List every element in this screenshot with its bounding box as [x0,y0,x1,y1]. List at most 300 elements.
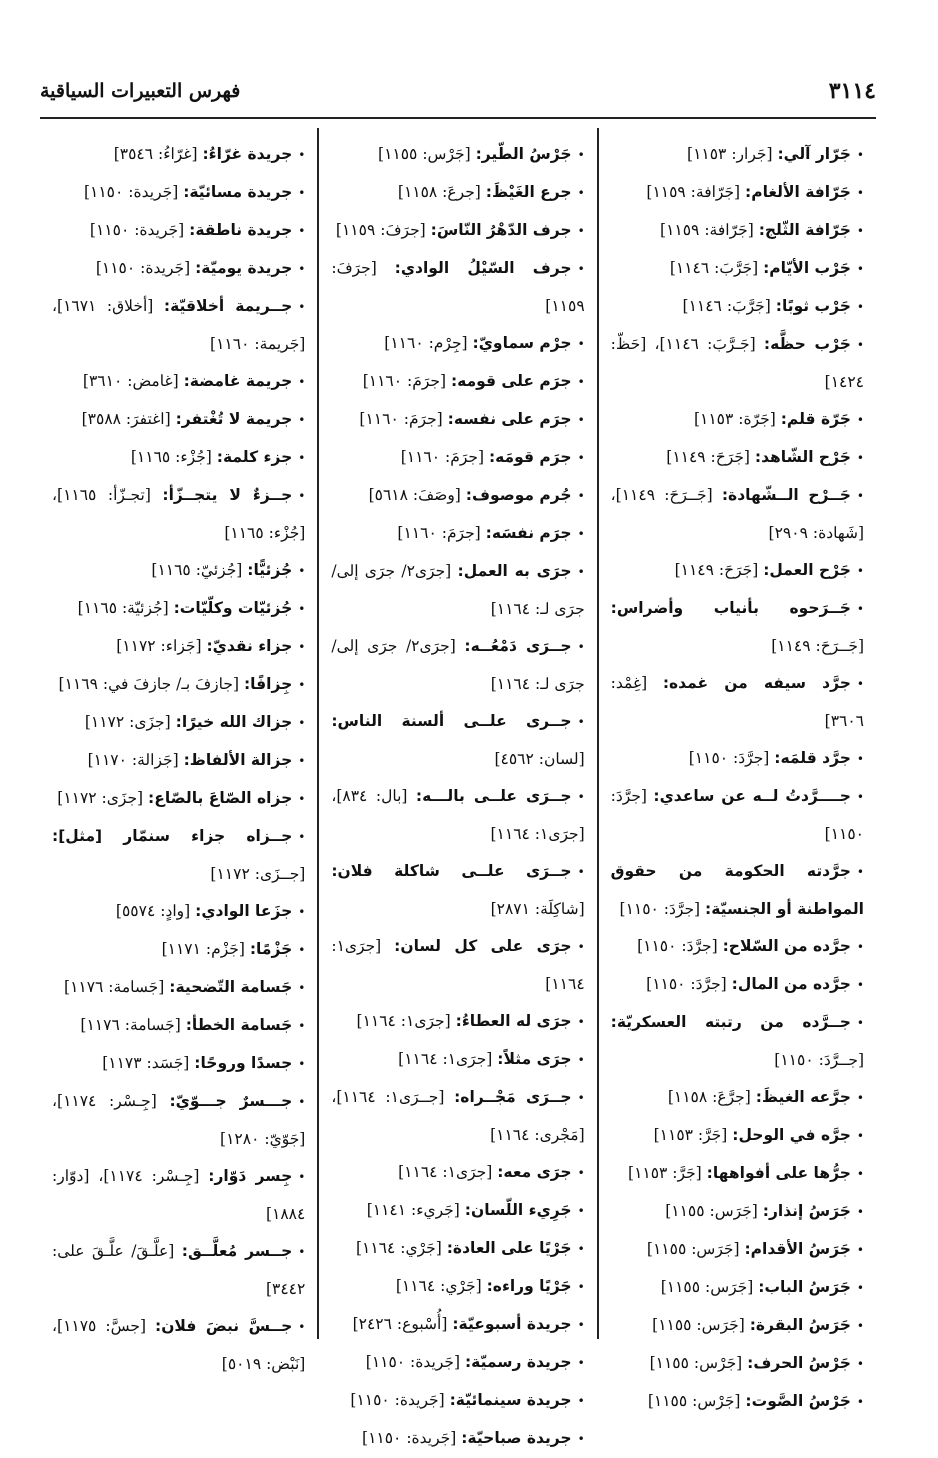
entry-term: جَرَسُ الباب: [758,1278,851,1296]
entry-term: جَزْمًا: [249,940,293,958]
column-middle [319,128,598,1447]
index-entry [52,742,305,780]
index-entry [331,515,584,553]
entry-reference: [جَرَس: ١١٥٥] [665,1202,758,1220]
bullet-icon: • [577,1053,585,1067]
entry-reference: [جرَمَ: ١١٦٠] [359,410,443,428]
bullet-icon: • [298,981,306,995]
bullet-icon: • [577,790,585,804]
index-entry [611,288,864,326]
index-entry [611,1307,864,1345]
entry-reference: [جَرَس: ١١٥٥] [660,1278,754,1296]
entry-reference: [جَزْم: ١١٧١] [161,940,245,958]
entry-term: جرَم نفسَه: [485,524,572,542]
entry-reference: [جــرَى١: ١١٦٤]، [مَجْرى: ١١٦٤] [331,1088,585,1144]
index-entry [331,363,584,401]
index-entry [331,1003,584,1041]
index-entry [52,552,305,590]
entry-term: جزَعا الوادي: [195,902,293,920]
entry-term: جِزافًا: [243,675,293,693]
entry-reference: [جَرّافة: ١١٥٩] [646,183,741,201]
bullet-icon: • [856,1281,864,1295]
entry-term: جــسر مُعلَّــق: [181,1242,293,1260]
index-entry [52,628,305,666]
bullet-icon: • [298,792,306,806]
bullet-icon: • [298,830,306,844]
bullet-icon: • [298,1095,306,1109]
bullet-icon: • [577,1204,585,1218]
index-entry [611,966,864,1004]
index-entry [611,250,864,288]
index-entry [611,174,864,212]
entry-reference: [جَرْس: ١١٥٥] [649,1354,743,1372]
bullet-icon: • [298,300,306,314]
header-rule [40,117,876,119]
bullet-icon: • [577,375,585,389]
index-entry [611,590,864,665]
index-entry [52,704,305,742]
bullet-icon: • [577,224,585,238]
entry-reference: [اغتفرَ: ٣٥٨٨] [81,410,171,428]
entry-reference: [جرَّدَ: ١١٥٠] [688,749,770,767]
entry-reference: [جُزئيّة: ١١٦٥] [77,599,169,617]
entry-reference: [جَرْس: ١١٥٥] [647,1392,741,1410]
entry-term: جُزئيّات وكلّيّات: [173,599,293,617]
entry-term: جَسامة الخطأ: [185,1016,293,1034]
entry-reference: [جَريدة: ١١٥٠] [350,1391,445,1409]
entry-reference: [جَزاء: ١١٧٢] [116,637,202,655]
entry-reference: [جَسامة: ١١٧٦] [64,978,165,996]
entry-reference: [جَريدة: ١١٥٠] [89,221,185,239]
index-entry [52,363,305,401]
index-entry [611,740,864,778]
entry-reference: [جُزْء: ١١٦٥] [130,448,212,466]
entry-term: جريدة رسميّة: [464,1353,572,1371]
bullet-icon: • [298,375,306,389]
entry-reference: [جــزَى: ١١٧٢] [210,865,306,883]
entry-term: جــرَى علــى شاكلة فلان: [331,862,572,880]
index-entry [331,778,584,853]
entry-term: جــرى علــى ألسنة الناس: [331,712,572,730]
entry-term: جــــرَّدتُ لــه عن ساعدي: [653,787,851,805]
index-entry [611,928,864,966]
entry-reference: [جرَمَ: ١١٦٠] [400,448,485,466]
entry-term: جَرَسُ الأقدام: [744,1240,851,1258]
bullet-icon: • [577,1166,585,1180]
entry-term: جرَّه في الوحل: [732,1126,851,1144]
index-entry [52,1083,305,1158]
bullet-icon: • [856,1243,864,1257]
index-entry [611,326,864,401]
entry-reference: [جرَّدَ: ١١٥٠] [646,975,727,993]
bullet-icon: • [298,186,306,200]
bullet-icon: • [577,640,585,654]
entry-term: جزاء نقديّ: [206,637,293,655]
entry-reference: [جــرَّدَ: ١١٥٠] [774,1051,864,1069]
bullet-icon: • [298,564,306,578]
entry-reference: [جَسامة: ١١٧٦] [80,1016,181,1034]
index-entry [52,818,305,893]
index-entry [52,477,305,552]
entry-term: جَرْسُ الحرف: [747,1354,851,1372]
entry-term: جرَّعه الغيظَ: [755,1088,851,1106]
entry-reference: [جَرْي: ١١٦٤] [355,1239,442,1257]
entry-term: جَرْح الشّاهد: [754,448,851,466]
bullet-icon: • [856,790,864,804]
entry-term: جَسامة التّضحية: [169,978,293,996]
bullet-icon: • [298,224,306,238]
entry-term: جرُّها على أفواهها: [706,1164,851,1182]
entry-reference: [جَرَس: ١١٥٥] [646,1240,740,1258]
index-entry [611,1193,864,1231]
bullet-icon: • [856,413,864,427]
entry-reference: [جَرَّبَ: ١١٤٦] [669,259,759,277]
entry-reference: [جَزالة: ١١٧٠] [87,751,179,769]
index-entry [611,439,864,477]
index-columns [40,128,876,1447]
entry-term: جرَى به العمل: [457,562,572,580]
index-entry [611,778,864,853]
entry-term: جَرَسُ البقرة: [749,1316,851,1334]
entry-term: جرَم على قومه: [450,372,572,390]
entry-reference: [جرَفَ: ١١٥٩] [331,259,585,315]
index-entry [331,628,584,703]
entry-term: جَرْب الأيّام: [763,259,851,277]
entry-reference: [جزَى: ١١٧٢] [57,789,144,807]
entry-term: جريدة صباحيّة: [461,1429,572,1447]
index-entry [52,969,305,1007]
entry-term: جــرَى دَمْعُــه: [464,637,572,655]
entry-term: جرَّده من المال: [731,975,851,993]
index-entry [331,1344,584,1382]
bullet-icon: • [577,1356,585,1370]
index-entry [52,250,305,288]
index-entry [331,1382,584,1420]
entry-term: جَرْب حظَّه: [763,335,851,353]
index-entry [52,439,305,477]
bullet-icon: • [856,1129,864,1143]
entry-term: جِسر دَوّار: [208,1167,293,1185]
entry-reference: [جَرّة: ١١٥٣] [693,410,776,428]
bullet-icon: • [856,940,864,954]
entry-reference: [بال: ٨٣٤]، [جرَى١: ١١٦٤] [331,787,585,843]
bullet-icon: • [298,451,306,465]
entry-reference: [جَــرَحَ: ١١٤٩]، [شَهادة: ٢٩٠٩] [610,486,864,542]
entry-reference: [جرَمَ: ١١٦٠] [397,524,481,542]
entry-term: جَرْيًا على العادة: [446,1239,572,1257]
index-entry [331,1268,584,1306]
entry-term: جــزءٌ لا يتجــزّأ: [162,486,293,504]
entry-term: جرَى له العطاءُ: [455,1012,572,1030]
bullet-icon: • [298,943,306,957]
index-entry [52,174,305,212]
entry-reference: [جرَفَ: ١١٥٩] [335,221,426,239]
entry-reference: [جَرَس: ١١٥٥] [652,1316,745,1334]
entry-term: جـــسرٌ جـــوّيّ: [169,1092,293,1110]
bullet-icon: • [856,564,864,578]
entry-term: جزاك الله خيرًا: [175,713,293,731]
bullet-icon: • [577,148,585,162]
entry-reference: [شاكِلَة: ٢٨٧١] [490,900,585,918]
entry-reference: [غامض: ٣٦١٠] [82,372,179,390]
index-entry [611,1079,864,1117]
entry-term: جريدة يوميّة: [195,259,293,277]
entry-term: جــريمة أخلاقيّة: [163,297,293,315]
index-entry [52,590,305,628]
index-entry [611,212,864,250]
index-entry [611,136,864,174]
bullet-icon: • [856,451,864,465]
entry-reference: [جَرَّ: ١١٥٣] [653,1126,728,1144]
entry-reference: [أخلاق: ١٦٧١]، [جَريمة: ١١٦٠] [52,297,306,353]
bullet-icon: • [577,451,585,465]
entry-term: جريدة سينمائيّة: [449,1391,572,1409]
bullet-icon: • [298,754,306,768]
bullet-icon: • [856,752,864,766]
bullet-icon: • [856,1395,864,1409]
column-left [40,128,319,1373]
index-entry [331,1041,584,1079]
index-entry [611,552,864,590]
entry-reference: [جَريدة: ١١٥٠] [365,1353,461,1371]
bullet-icon: • [856,338,864,352]
bullet-icon: • [856,978,864,992]
index-entry [611,1155,864,1193]
column-right [599,128,876,1410]
bullet-icon: • [856,489,864,503]
bullet-icon: • [577,715,585,729]
entry-reference: [جرَّدَ: ١١٥٠] [637,937,718,955]
bullet-icon: • [856,148,864,162]
bullet-icon: • [577,1242,585,1256]
entry-reference: [جَريدة: ١١٥٠] [95,259,191,277]
bullet-icon: • [856,1167,864,1181]
entry-term: جــرَى مَجْــراه: [454,1088,572,1106]
bullet-icon: • [856,186,864,200]
index-entry [331,703,584,778]
bullet-icon: • [856,602,864,616]
index-entry [331,1306,584,1344]
index-entry [611,1269,864,1307]
bullet-icon: • [577,413,585,427]
index-entry [52,212,305,250]
entry-term: جرْم سماويّ: [472,334,572,352]
entry-term: جرَّد قلمَه: [774,749,851,767]
index-entry [611,1231,864,1269]
bullet-icon: • [298,1245,306,1259]
entry-term: جرع الغَيْظَ: [485,183,572,201]
entry-term: جزالة الألفاظ: [183,751,293,769]
bullet-icon: • [577,186,585,200]
index-entry [611,1117,864,1155]
index-entry [331,136,584,174]
entry-reference: [جَرْس: ١١٥٥] [378,145,471,163]
entry-reference: [غرّاءُ: ٣٥٤٦] [113,145,198,163]
entry-term: جزاه الصّاعَ بالصّاع: [148,789,293,807]
bullet-icon: • [298,489,306,503]
entry-term: جرَم على نفسه: [447,410,572,428]
index-entry [331,1420,584,1458]
page-header [40,74,876,108]
entry-term: جَرِيء اللّسان: [464,1201,572,1219]
entry-term: جسدًا وروحًا: [194,1054,293,1072]
index-entry [331,553,584,628]
entry-reference: [جرَّدَ: ١١٥٠] [610,787,864,843]
entry-reference: [جَرّافة: ١١٥٩] [660,221,754,239]
bullet-icon: • [856,1016,864,1030]
index-entry [611,401,864,439]
bullet-icon: • [577,1318,585,1332]
entry-term: جَرّار آلي: [777,145,851,163]
entry-term: جَرْب ثوبًا: [775,297,851,315]
entry-reference: [جِـسْر: ١١٧٤]، [جَوّيّ: ١٢٨٠] [52,1092,306,1148]
entry-reference: [جرَى١: ١١٦٤] [398,1050,493,1068]
entry-term: جرف السّيْلُ الوادي: [394,259,572,277]
bullet-icon: • [856,224,864,238]
bullet-icon: • [577,865,585,879]
index-entry [331,212,584,250]
index-entry [611,1345,864,1383]
entry-term: جَرّافة الثّلج: [758,221,851,239]
entry-reference: [جَرار: ١١٥٣] [687,145,773,163]
bullet-icon: • [298,413,306,427]
entry-term: جرَم قومَه: [488,448,572,466]
bullet-icon: • [298,678,306,692]
entry-term: جريدة أسبوعيّة: [452,1315,572,1333]
bullet-icon: • [298,640,306,654]
bullet-icon: • [856,1205,864,1219]
bullet-icon: • [577,940,585,954]
bullet-icon: • [298,1019,306,1033]
entry-reference: [جرَى٢/ جرَى إلى/ جرَى لـ: ١١٦٤] [331,562,585,618]
entry-term: جريدة مسائيّة: [183,183,293,201]
entry-term: جَرّة قلم: [780,410,851,428]
entry-reference: [جرَمَ: ١١٦٠] [362,372,447,390]
entry-term: جرَى معه: [497,1163,572,1181]
index-entry [52,1045,305,1083]
entry-term: جريدة غرّاءُ: [202,145,293,163]
page-number: ٣١١٤ [828,78,876,104]
bullet-icon: • [577,1432,585,1446]
entry-reference: [جَــرَحَ: ١١٤٩] [771,637,864,655]
entry-reference: [علَّـقَ/ علَّـقَ على: ٣٤٤٢] [52,1242,306,1298]
index-entry [52,136,305,174]
entry-term: جَرّافة الألغام: [745,183,851,201]
bullet-icon: • [577,337,585,351]
index-entry [331,401,584,439]
bullet-icon: • [577,262,585,276]
index-entry [331,439,584,477]
entry-reference: [أُسْبوع: ٢٤٢٦] [352,1315,448,1333]
entry-term: جريمة لا تُغْتفر: [175,410,293,428]
bullet-icon: • [298,1320,306,1334]
entry-term: جَرَسُ إنذار: [762,1202,851,1220]
bullet-icon: • [577,489,585,503]
entry-term: جُرم موصوف: [465,486,572,504]
entry-term: جــزاه جزاء سنمّار [مثل]: [52,827,293,845]
entry-reference: [جَريدة: ١١٥٠] [362,1429,457,1447]
entry-reference: [جَرَحَ: ١١٤٩] [666,448,750,466]
index-entry [331,1192,584,1230]
running-title: فهرس التعبيرات السياقية [40,80,241,102]
entry-term: جرَّد سيفه من غمده: [662,674,851,692]
entry-reference: [جرَى٢/ جرَى إلى/ جرَى لـ: ١١٦٤] [331,637,585,693]
bullet-icon: • [856,1319,864,1333]
entry-term: جَرْسُ الطّير: [475,145,572,163]
entry-reference: [جرَى١: ١١٦٤] [398,1163,493,1181]
entry-term: جزء كلمة: [216,448,293,466]
entry-reference: [جرَّعَ: ١١٥٨] [667,1088,751,1106]
entry-term: جرَى مثلاً: [497,1050,572,1068]
bullet-icon: • [577,1280,585,1294]
bullet-icon: • [298,716,306,730]
entry-term: جَرْيًا وراءه: [486,1277,572,1295]
index-entry [52,1233,305,1308]
entry-term: جرَى على كل لسان: [394,937,572,955]
index-entry [52,1158,305,1233]
entry-term: جرَّده من السّلاح: [722,937,851,955]
entry-reference: [جَريدة: ١١٥٠] [83,183,179,201]
entry-reference: [جَرَحَ: ١١٤٩] [674,561,759,579]
entry-reference: [جَرْي: ١١٦٤] [395,1277,482,1295]
entry-term: جُزئيًّا: [247,561,293,579]
index-entry [331,325,584,363]
entry-reference: [جِرْم: ١١٦٠] [384,334,468,352]
entry-term: جرف الدّهْرُ النّاسَ: [430,221,572,239]
bullet-icon: • [856,865,864,879]
bullet-icon: • [577,1091,585,1105]
entry-reference: [جَرَّ: ١١٥٣] [628,1164,702,1182]
entry-term: جريدة ناطقة: [189,221,293,239]
bullet-icon: • [577,1015,585,1029]
bullet-icon: • [856,262,864,276]
index-entry [611,1383,864,1421]
bullet-icon: • [298,262,306,276]
entry-reference: [جرَّدَ: ١١٥٠] [619,900,701,918]
entry-term: جــرَى علــى بالـــه: [415,787,572,805]
entry-term: جَرْح العمل: [763,561,851,579]
entry-reference: [لسان: ٤٥٦٢] [494,750,585,768]
bullet-icon: • [577,527,585,541]
index-entry [52,1007,305,1045]
bullet-icon: • [577,1394,585,1408]
bullet-icon: • [298,1170,306,1184]
index-entry [52,666,305,704]
index-entry [52,893,305,931]
index-entry [52,931,305,969]
index-entry [331,174,584,212]
entry-reference: [جَرَّبَ: ١١٤٦] [682,297,771,315]
entry-reference: [غِمْد: ٣٦٠٦] [610,674,864,730]
bullet-icon: • [298,905,306,919]
index-entry [331,853,584,928]
entry-reference: [جَريء: ١١٤١] [366,1201,460,1219]
index-entry [611,1004,864,1079]
index-entry [331,1230,584,1268]
entry-term: جــرَّده من رتبته العسكريّة: [610,1013,851,1031]
bullet-icon: • [856,677,864,691]
bullet-icon: • [856,1357,864,1371]
index-entry [331,1154,584,1192]
index-entry [52,401,305,439]
bullet-icon: • [298,148,306,162]
index-entry [611,665,864,740]
bullet-icon: • [856,1091,864,1105]
entry-term: جَــرَحوه بأنياب وأضراس: [610,599,851,617]
entry-term: جرَّدته الحكومة من حقوق المواطنة أو الجنسيّة: [610,862,864,918]
entry-reference: [جازفَ بـ/ جازفَ في: ١١٦٩] [58,675,240,693]
entry-reference: [جَسَد: ١١٧٣] [102,1054,190,1072]
